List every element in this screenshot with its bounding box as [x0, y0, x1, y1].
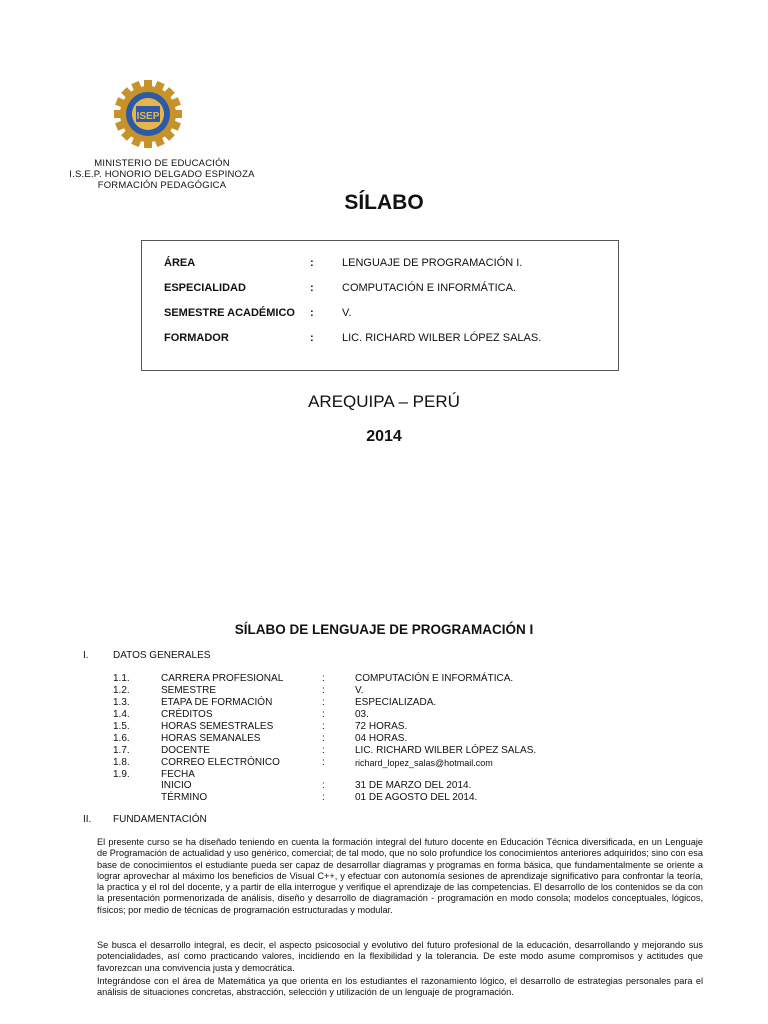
general-num: 1.9.	[113, 769, 130, 780]
cover-city: AREQUIPA – PERÚ	[308, 392, 460, 411]
general-sep: :	[322, 757, 325, 768]
general-label: CARRERA PROFESIONAL	[161, 673, 284, 684]
info-value: LIC. RICHARD WILBER LÓPEZ SALAS.	[342, 332, 542, 344]
institution-logo	[112, 78, 184, 150]
general-sep: :	[322, 685, 325, 696]
general-label: HORAS SEMESTRALES	[161, 721, 274, 732]
general-value-email: richard_lopez_salas@hotmail.com	[355, 758, 493, 768]
institution-program: FORMACIÓN PEDAGÓGICA	[97, 180, 227, 191]
general-value: 01 DE AGOSTO DEL 2014.	[355, 792, 478, 803]
foundation-paragraph: Se busca el desarrollo integral, es decir, el aspecto psicosocial y evolutivo del futuro profesional de la educación, desarrollando y mejorando sus potencialidades, así como practicando valores, incidiendo en la flexibilidad y la tolerancia. De este modo asume compromisos y actitudes que favorezcan una convivencia justa y democrática.	[97, 940, 703, 973]
info-sep: :	[310, 257, 314, 269]
general-label: DOCENTE	[161, 745, 210, 756]
general-num: 1.6.	[113, 733, 130, 744]
general-label: ETAPA DE FORMACIÓN	[161, 697, 273, 708]
general-sep: :	[322, 721, 325, 732]
general-sep: :	[322, 780, 325, 791]
info-label: FORMADOR	[164, 332, 229, 344]
info-sep: :	[310, 332, 314, 344]
general-label: FECHA	[161, 769, 195, 780]
gear-seal-logo-icon	[112, 78, 184, 150]
section-title-foundation: FUNDAMENTACIÓN	[113, 814, 207, 825]
general-label: HORAS SEMANALES	[161, 733, 261, 744]
general-value: V.	[355, 685, 364, 696]
general-value: ESPECIALIZADA.	[355, 697, 437, 708]
foundation-paragraph: El presente curso se ha diseñado teniendo en cuenta la formación integral del futuro docente en Educación Técnica diversificada, en un Lenguaje de Programación de actualidad y uso genérico, comercial; de tal modo, que no solo profundice los conocimientos anteriores adquiridos; sino con esa base de conocimientos el estudiante pueda ser capaz de desarrollar diagramas y programas en forma básica, que fundamentalmente se oriente a lograr aprovechar al máximo los beneficios de Visual C++, y efectuar con autonomía sesiones de aprendizaje significativo para confrontar la teoría, la practica y el rol del docente, y a partir de ella interrogue y verifique el aprendizaje de las competencias. El desarrollo de los contenidos se da con la presentación pormenorizada de análisis, diseño y desarrollo de diagramación - programación en modo consola; modelos conceptuales, lógicos, físicos; por medio de técnicas de programación estructuradas y modular.	[97, 837, 703, 915]
institution-name: I.S.E.P. HONORIO DELGADO ESPINOZA	[69, 169, 255, 180]
general-num: 1.8.	[113, 757, 130, 768]
info-label: SEMESTRE ACADÉMICO	[164, 307, 295, 319]
info-value: COMPUTACIÓN E INFORMÁTICA.	[342, 282, 516, 294]
section-number: II.	[83, 814, 92, 825]
course-info-box	[141, 240, 619, 371]
info-sep: :	[310, 307, 314, 319]
cover-year: 2014	[366, 428, 402, 445]
general-num: 1.3.	[113, 697, 130, 708]
info-label: ESPECIALIDAD	[164, 282, 246, 294]
general-num: 1.4.	[113, 709, 130, 720]
general-label: TÉRMINO	[161, 792, 208, 803]
general-value: COMPUTACIÓN E INFORMÁTICA.	[355, 673, 514, 684]
section-number: I.	[83, 650, 89, 661]
info-label: ÁREA	[164, 257, 196, 269]
general-num: 1.5.	[113, 721, 130, 732]
general-sep: :	[322, 709, 325, 720]
general-sep: :	[322, 792, 325, 803]
logo-initials: ISEP	[136, 111, 160, 122]
general-label: CRÉDITOS	[161, 709, 213, 720]
section-title-general-data: DATOS GENERALES	[113, 650, 211, 661]
info-value: LENGUAJE DE PROGRAMACIÓN I.	[342, 257, 523, 269]
general-label: SEMESTRE	[161, 685, 217, 696]
general-num: 1.1.	[113, 673, 130, 684]
syllabus-title: SÍLABO DE LENGUAJE DE PROGRAMACIÓN I	[234, 622, 534, 637]
general-sep: :	[322, 745, 325, 756]
general-value: LIC. RICHARD WILBER LÓPEZ SALAS.	[355, 745, 537, 756]
foundation-paragraph: Integrándose con el área de Matemática ya que orienta en los estudiantes el razonamiento lógico, el desarrollo de estrategias personales para el análisis de situaciones concretas, abstracción, selección y utilización de un lenguaje de programación.	[97, 976, 703, 998]
info-value: V.	[342, 307, 352, 319]
cover-title: SÍLABO	[344, 191, 424, 214]
general-label: INICIO	[161, 780, 192, 791]
general-sep: :	[322, 733, 325, 744]
general-label: CORREO ELECTRÓNICO	[161, 757, 280, 768]
general-value: 72 HORAS.	[355, 721, 408, 732]
general-value: 04 HORAS.	[355, 733, 408, 744]
general-value: 31 DE MARZO DEL 2014.	[355, 780, 472, 791]
general-num: 1.2.	[113, 685, 130, 696]
institution-ministry: MINISTERIO DE EDUCACIÓN	[94, 158, 230, 169]
general-value: 03.	[355, 709, 369, 720]
general-sep: :	[322, 697, 325, 708]
general-num: 1.7.	[113, 745, 130, 756]
general-sep: :	[322, 673, 325, 684]
info-sep: :	[310, 282, 314, 294]
